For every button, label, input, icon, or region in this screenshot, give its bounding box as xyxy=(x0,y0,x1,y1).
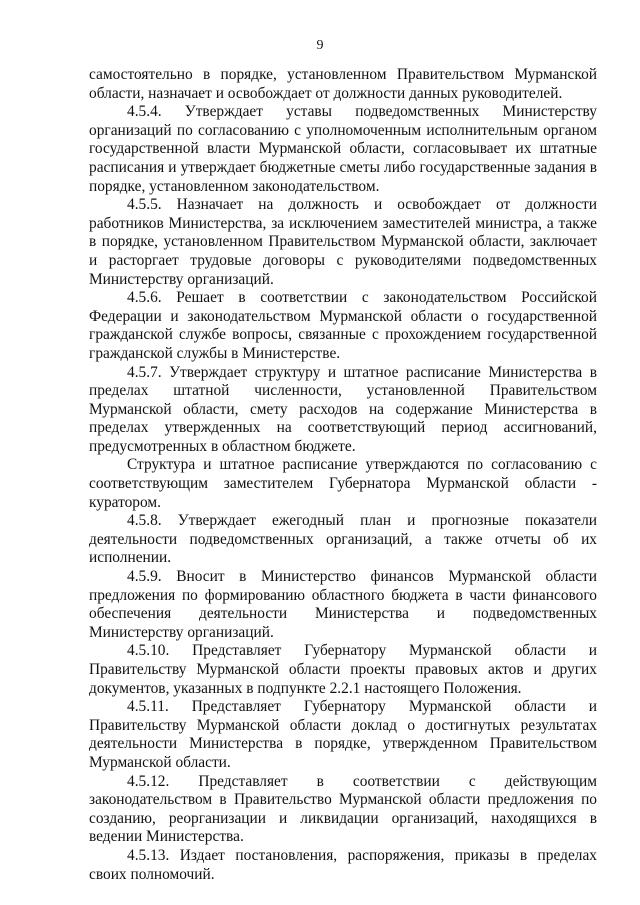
paragraph-4-5-7: 4.5.7. Утверждает структуру и штатное расписание Министерства в пределах штатной численности, установленной Правительством Мурманской области, смету расходов на содержание Министерства в пределах утвержденных на соответствующий период ассигнований, предусмотренных в областном бюджете. xyxy=(89,363,597,455)
paragraph-4-5-12: 4.5.12. Представляет в соответствии с действующим законодательством в Правительство Мурманской области предложения по созданию, реорганизации и ликвидации организаций, находящихся в ведении Министерства. xyxy=(89,772,597,846)
paragraph-4-5-13: 4.5.13. Издает постановления, распоряжения, приказы в пределах своих полномочий. xyxy=(89,846,597,883)
paragraph-4-5-5: 4.5.5. Назначает на должность и освобождает от должности работников Министерства, за исключением заместителей министра, а также в порядке, установленном Правительством Мурманской области, заключает и расторгает трудовые договоры с руководителями подведомственных Министерству организаций. xyxy=(89,196,597,288)
paragraph-4-5-10: 4.5.10. Представляет Губернатору Мурманской области и Правительству Мурманской области проекты правовых актов и других документов, указанных в подпункте 2.2.1 настоящего Положения. xyxy=(89,642,597,697)
paragraph-4-5-6: 4.5.6. Решает в соответствии с законодательством Российской Федерации и законодательством Мурманской области о государственной гражданской службе вопросы, связанные с прохождением государственной гражданской службы в Министерстве. xyxy=(89,289,597,362)
paragraph-4-5-8: 4.5.8. Утверждает ежегодный план и прогнозные показатели деятельности подведомственных организаций, а также отчеты об их исполнении. xyxy=(89,512,597,567)
page-number: 9 xyxy=(316,38,324,53)
paragraph-4-5-11: 4.5.11. Представляет Губернатору Мурманской области и Правительству Мурманской области доклад о достигнутых результатах деятельности Министерства в порядке, утвержденном Правительством Мурманской области. xyxy=(89,698,597,771)
document-body xyxy=(89,66,597,884)
paragraph-continuation: самостоятельно в порядке, установленном Правительством Мурманской области, назначает и освобождает от должности данных руководителей. xyxy=(89,66,597,102)
paragraph-4-5-4: 4.5.4. Утверждает уставы подведомственных Министерству организаций по согласованию с уполномоченным исполнительным органом государственной власти Мурманской области, согласовывает их штатные расписания и утверждает бюджетные сметы либо государственные задания в порядке, установленном законодательством. xyxy=(89,103,597,195)
paragraph-4-5-7-structure: Структура и штатное расписание утверждаются по согласованию с соответствующим заместителем Губернатора Мурманской области - куратором. xyxy=(89,456,597,511)
paragraph-4-5-9: 4.5.9. Вносит в Министерство финансов Мурманской области предложения по формированию областного бюджета в части финансового обеспечения деятельности Министерства и подведомственных Министерству организаций. xyxy=(89,568,597,641)
